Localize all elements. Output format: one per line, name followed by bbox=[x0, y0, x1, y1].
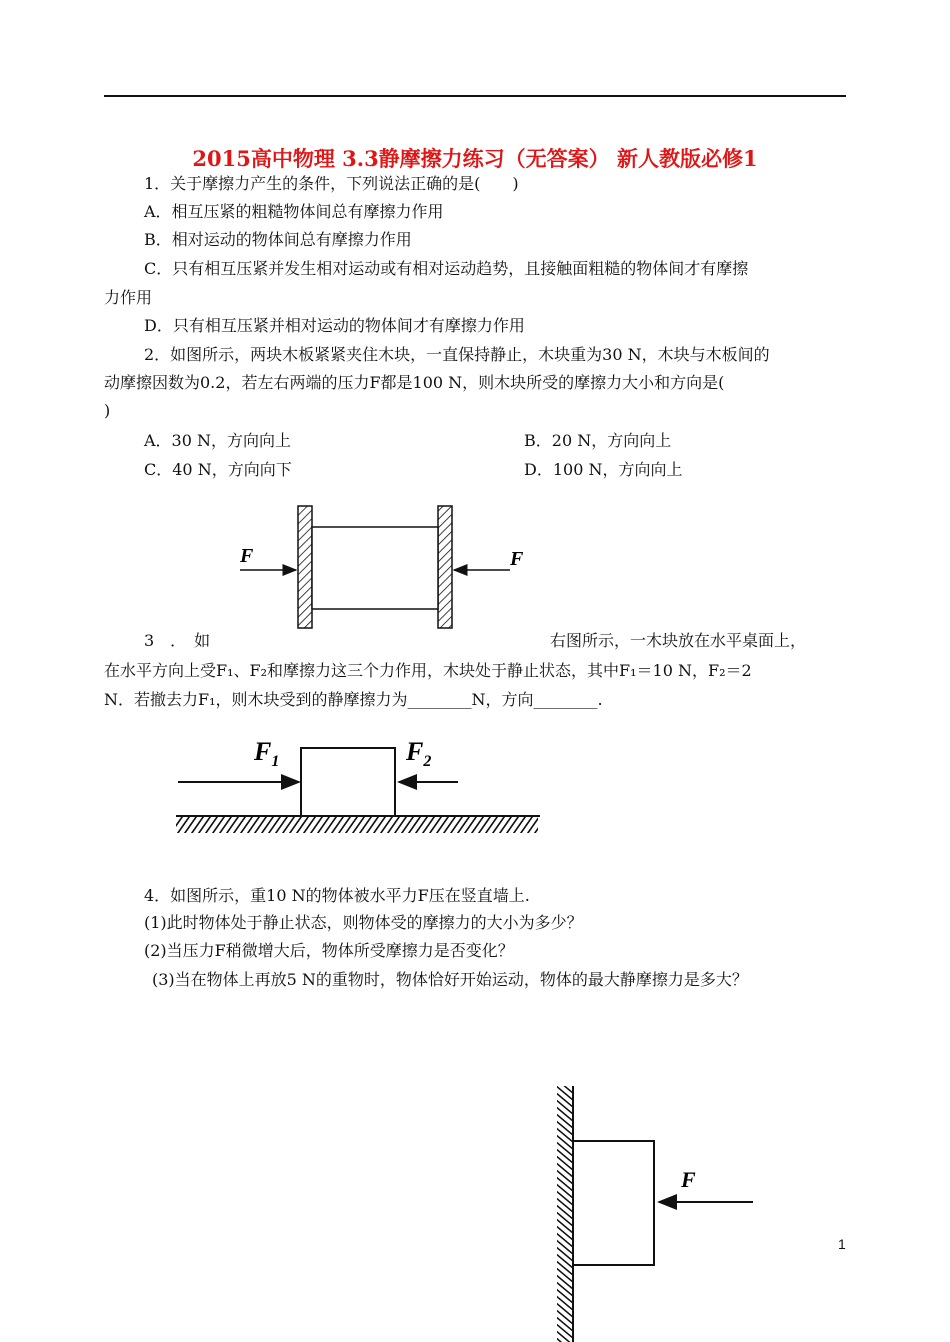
svg-text:F1 bbox=[253, 737, 279, 770]
q3-stem: 3 ． 如 bbox=[144, 631, 211, 650]
f2-sub: 2 bbox=[423, 753, 432, 770]
f2-label: F bbox=[406, 737, 424, 766]
push-force-label: F bbox=[681, 1167, 696, 1192]
q1-option-c: C．只有相互压紧并发生相对运动或有相对运动趋势，且接触面粗糙的物体间才有摩擦 bbox=[144, 259, 749, 278]
wood-block bbox=[301, 748, 395, 816]
q2-stem-end: ) bbox=[104, 401, 111, 420]
ground-hatch bbox=[176, 817, 538, 833]
pressed-block bbox=[573, 1141, 654, 1265]
q4-part-3: (3)当在物体上再放5 N的重物时，物体恰好开始运动，物体的最大静摩擦力是多大？ bbox=[152, 970, 748, 989]
f1-sub: 1 bbox=[271, 753, 280, 770]
q1-stem: 1．关于摩擦力产生的条件，下列说法正确的是( ) bbox=[144, 174, 519, 193]
q3-stem-cont: 在水平方向上受F₁、F₂和摩擦力这三个力作用，木块处于静止状态，其中F₁＝10 N，F₂＝2 bbox=[104, 661, 752, 680]
q1-option-a: A．相互压紧的粗糙物体间总有摩擦力作用 bbox=[144, 202, 444, 221]
q2-stem: 2．如图所示，两块木板紧紧夹住木块，一直保持静止，木块重为30 N，木块与木板间的 bbox=[144, 345, 770, 364]
q4-part-2: (2)当压力F稍微增大后，物体所受摩擦力是否变化？ bbox=[144, 941, 514, 960]
q3-figure bbox=[170, 730, 550, 840]
right-force-label: F bbox=[510, 548, 524, 570]
q2-option-d: D．100 N，方向向上 bbox=[524, 460, 683, 479]
q3-stem-right: 右图所示，一木块放在水平桌面上， bbox=[550, 631, 807, 650]
q4-stem: 4．如图所示，重10 N的物体被水平力F压在竖直墙上. bbox=[144, 886, 530, 905]
q2-option-c: C．40 N，方向向下 bbox=[144, 460, 292, 479]
f1-label: F bbox=[254, 737, 272, 766]
svg-text:F2 bbox=[405, 737, 431, 770]
q2-option-a: A．30 N，方向向上 bbox=[144, 431, 292, 450]
header-rule bbox=[104, 95, 846, 97]
q1-option-d: D．只有相互压紧并相对运动的物体间才有摩擦力作用 bbox=[144, 316, 525, 335]
q1-option-b: B．相对运动的物体间总有摩擦力作用 bbox=[144, 230, 412, 249]
wall-hatch bbox=[557, 1086, 572, 1342]
q4-figure bbox=[555, 1082, 775, 1342]
q1-option-c-cont: 力作用 bbox=[104, 288, 153, 307]
page-number: 1 bbox=[838, 1236, 846, 1252]
q2-figure bbox=[230, 498, 550, 638]
clamped-block bbox=[312, 527, 438, 609]
left-board bbox=[298, 506, 312, 628]
q2-option-b: B．20 N，方向向上 bbox=[524, 431, 672, 450]
right-board bbox=[438, 506, 452, 628]
q4-part-1: (1)此时物体处于静止状态，则物体受的摩擦力的大小为多少？ bbox=[144, 913, 583, 932]
q2-stem-cont: 动摩擦因数为0.2，若左右两端的压力F都是100 N，则木块所受的摩擦力大小和方向是( bbox=[104, 373, 725, 392]
page-title: 2015高中物理 3.3静摩擦力练习（无答案） 新人教版必修1 bbox=[192, 146, 758, 171]
q3-question: N．若撤去力F₁，则木块受到的静摩擦力为________N，方向________. bbox=[104, 690, 603, 709]
left-force-label: F bbox=[240, 545, 254, 567]
